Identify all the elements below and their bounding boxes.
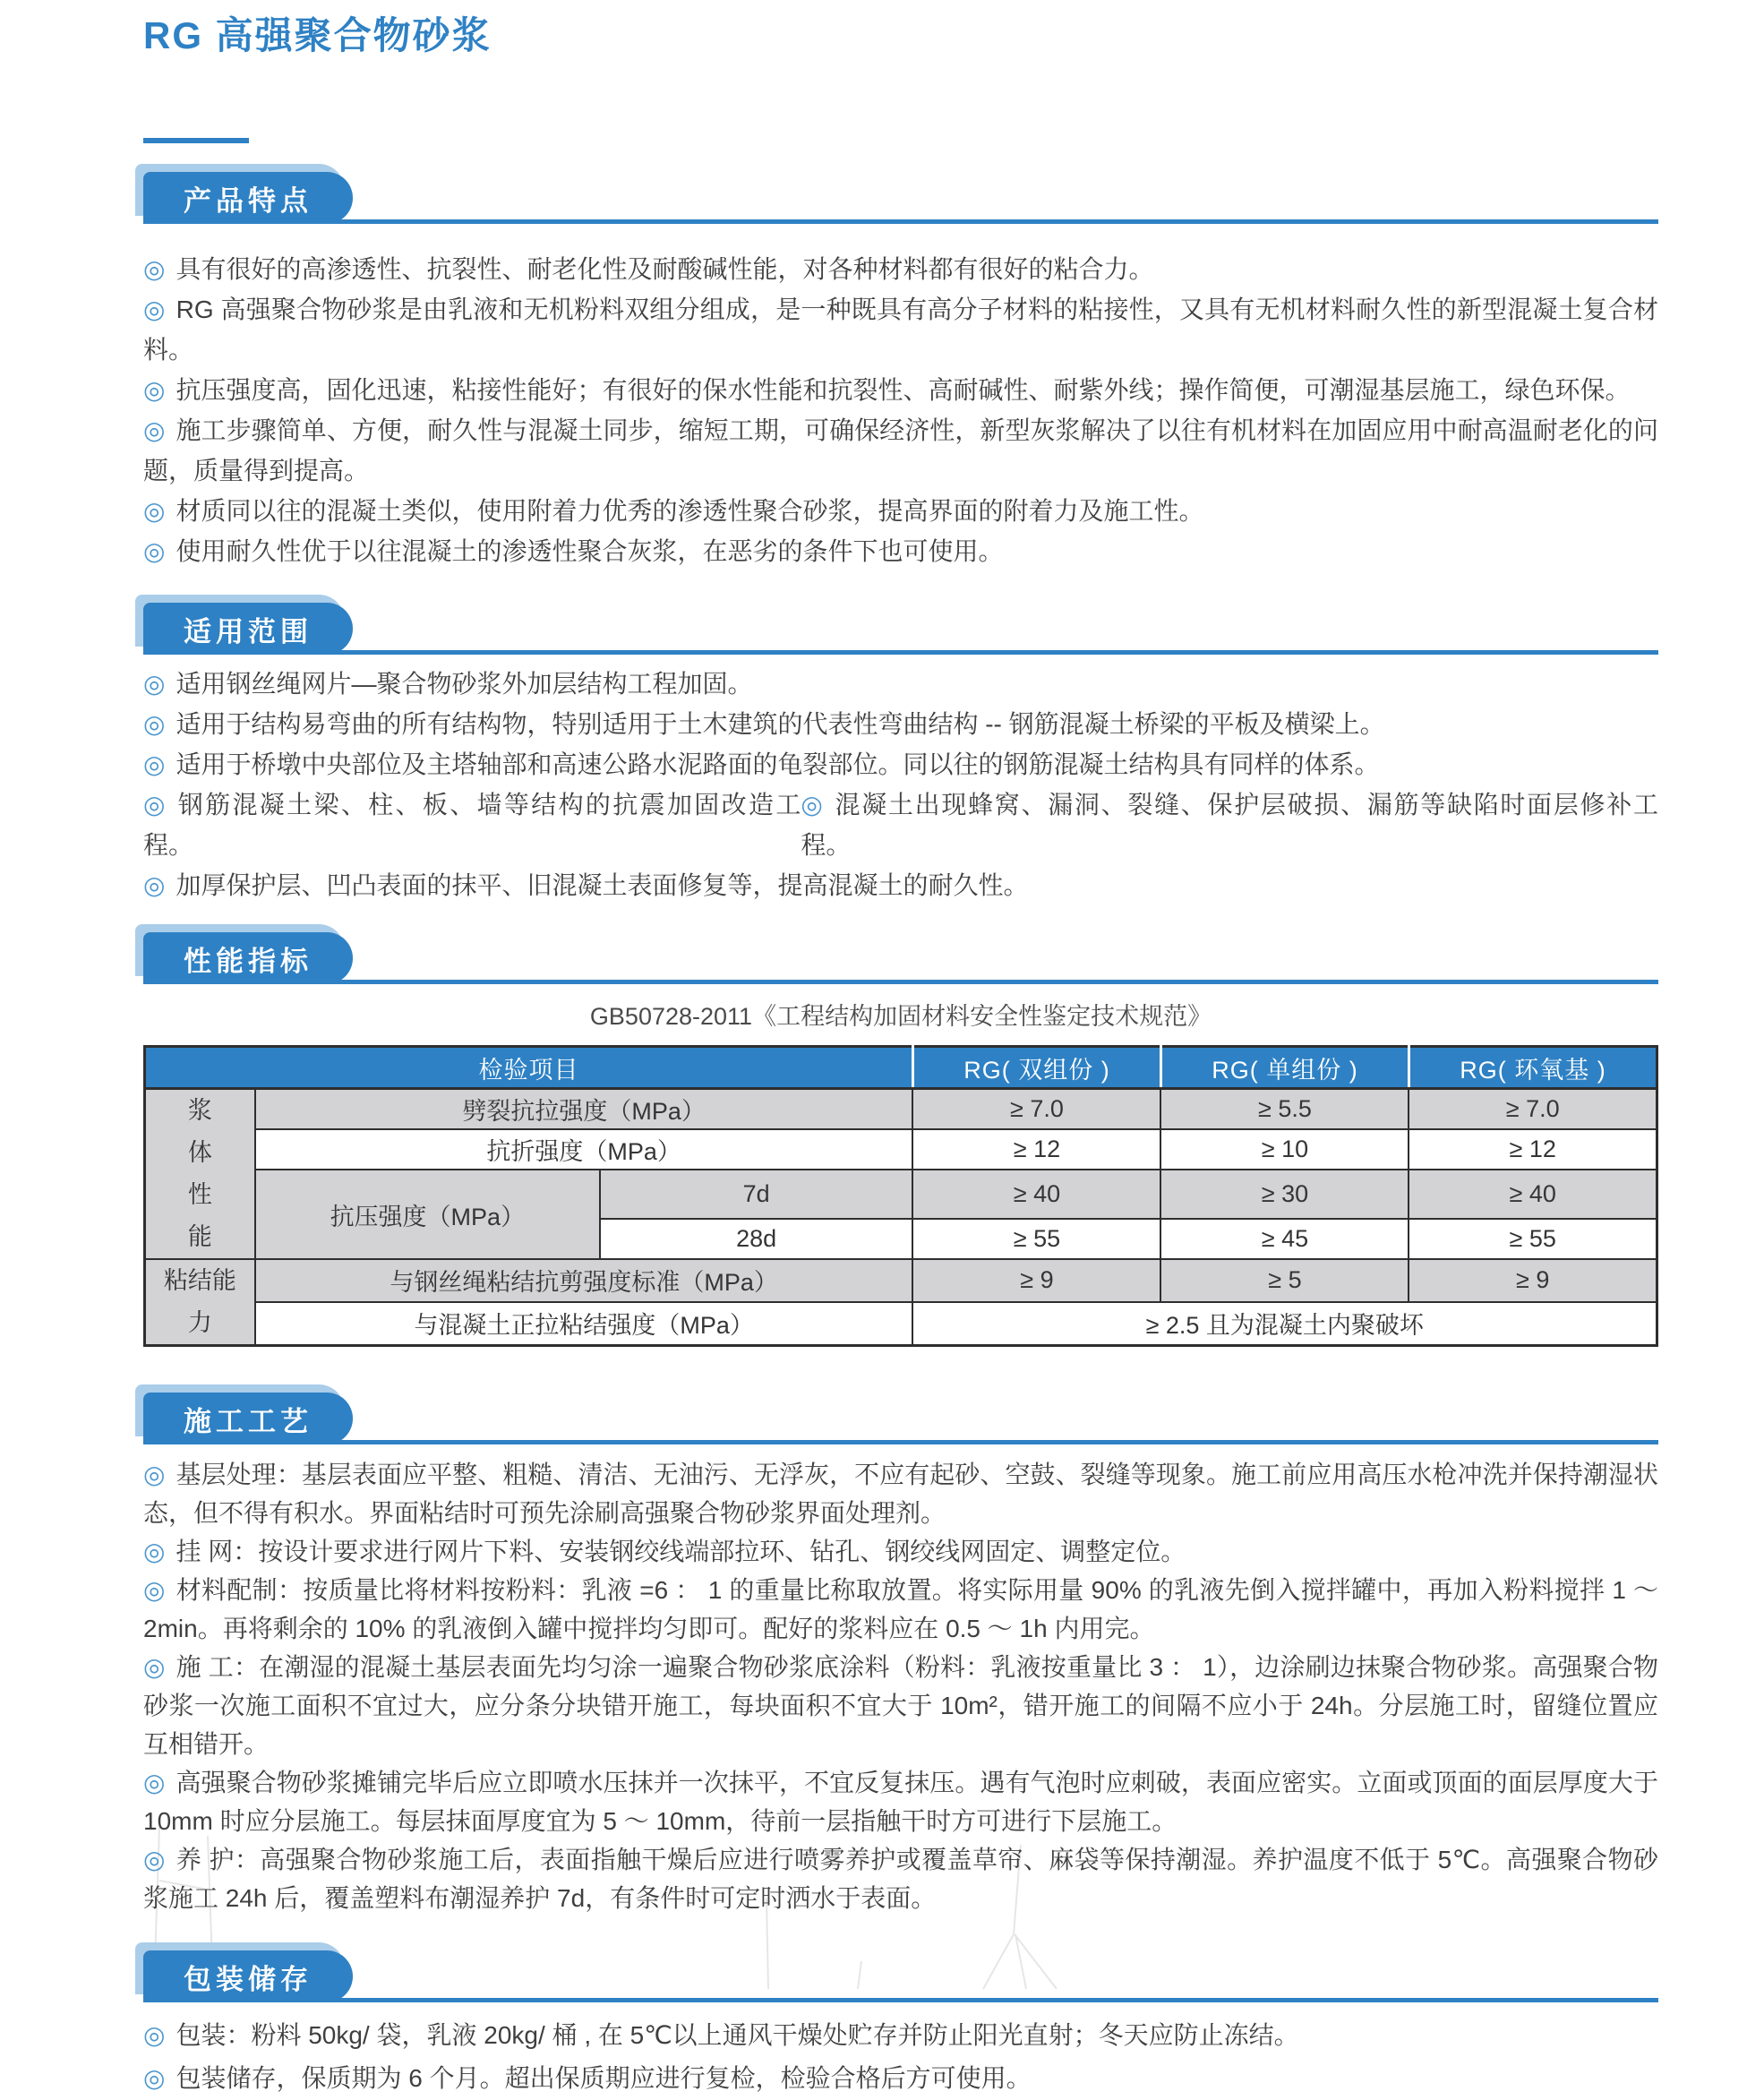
list-item	[143, 1763, 1658, 1840]
list-item	[143, 2057, 1658, 2100]
list-item	[143, 370, 1658, 410]
bullet-icon: ◎	[143, 537, 166, 565]
bullet-icon: ◎	[143, 1653, 166, 1681]
bullet-icon: ◎	[143, 750, 166, 778]
section-badge-packaging	[143, 1950, 353, 2002]
section-heading-label: 适用范围	[184, 615, 313, 647]
row-group-label: 粘结能力	[163, 1267, 236, 1336]
bullet-icon: ◎	[143, 255, 166, 283]
bullet-icon: ◎	[801, 791, 825, 819]
bullet-icon: ◎	[143, 296, 166, 323]
cell-value: ≥ 12	[912, 1129, 1160, 1170]
features-list	[143, 249, 1658, 571]
cell-value: ≥ 12	[1409, 1129, 1657, 1170]
list-item	[143, 2014, 1658, 2057]
table-row	[145, 1170, 1657, 1219]
list-item-text: 适用于结构易弯曲的所有结构物，特别适用于土木建筑的代表性弯曲结构 -- 钢筋混凝土桥梁的平板及横梁上。	[176, 710, 1385, 738]
row-group-label: 浆体性能	[187, 1097, 212, 1250]
cell-value: ≥ 10	[1160, 1129, 1409, 1170]
page-title: RG 高强聚合物砂浆	[143, 14, 492, 56]
list-item-text: 混凝土出现蜂窝、漏洞、裂缝、保护层破损、漏筋等缺陷时面层修补工程。	[801, 791, 1658, 859]
list-item-pair	[143, 784, 1658, 865]
section-rule	[143, 1998, 1658, 2002]
cell-value: ≥ 30	[1160, 1170, 1409, 1219]
bullet-icon: ◎	[143, 1769, 166, 1796]
list-item-text: 加厚保护层、凹凸表面的抹平、旧混凝土表面修复等，提高混凝土的耐久性。	[176, 871, 1029, 899]
bullet-icon: ◎	[143, 1538, 166, 1565]
cell-value: ≥ 40	[912, 1170, 1160, 1219]
section-header-scope	[143, 603, 1658, 655]
packaging-list	[143, 2014, 1658, 2100]
bullet-icon: ◎	[143, 670, 166, 698]
list-item-text: 使用耐久性优于以往混凝土的渗透性聚合灰浆，在恶劣的条件下也可使用。	[176, 537, 1004, 565]
list-item	[143, 784, 801, 865]
section-header-features	[143, 172, 1658, 224]
section-badge-scope	[143, 603, 353, 655]
list-item-text: RG 高强聚合物砂浆是由乳液和无机粉料双组分组成，是一种既具有高分子材料的粘接性，又具有无机材料耐久性的新型混凝土复合材料。	[143, 296, 1658, 364]
bullet-icon: ◎	[143, 791, 167, 819]
bullet-icon: ◎	[143, 871, 166, 899]
list-item-text: 具有很好的高渗透性、抗裂性、耐老化性及耐酸碱性能，对各种材料都有很好的粘合力。	[176, 255, 1154, 283]
bullet-icon: ◎	[143, 2021, 166, 2049]
row-sublabel-age: 28d	[600, 1219, 913, 1259]
list-item-text: 挂 网：按设计要求进行网片下料、安装钢绞线端部拉环、钻孔、钢绞线网固定、调整定位。	[176, 1538, 1186, 1565]
list-item-text: 养 护：高强聚合物砂浆施工后，表面指触干燥后应进行喷雾养护或覆盖草帘、麻袋等保持潮湿。养护温度不低于 5℃。高强聚合物砂浆施工 24h 后，覆盖塑料布潮湿养护 7d，有条件时可定时洒水于表面。	[143, 1846, 1658, 1912]
title-underline	[143, 138, 249, 143]
bullet-icon: ◎	[143, 1576, 166, 1604]
list-item	[143, 865, 1658, 905]
row-label: 劈裂抗拉强度（MPa）	[255, 1089, 913, 1130]
list-item	[143, 744, 1658, 784]
table-row	[145, 1259, 1657, 1302]
section-heading-label: 产品特点	[184, 184, 313, 217]
section-rule	[143, 650, 1658, 655]
scope-list	[143, 664, 1658, 905]
bullet-icon: ◎	[143, 2064, 166, 2092]
cell-value: ≥ 40	[1409, 1170, 1657, 1219]
table-row	[145, 1089, 1657, 1130]
cell-value: ≥ 5.5	[1160, 1089, 1409, 1130]
performance-table	[143, 1045, 1658, 1347]
list-item-text: 高强聚合物砂浆摊铺完毕后应立即喷水压抹并一次抹平，不宜反复抹压。遇有气泡时应刺破，表面应密实。立面或顶面的面层厚度大于 10mm 时应分层施工。每层抹面厚度宜为 5 ～ 10mm，待前一层指触干时方可进行下层施工。	[143, 1769, 1658, 1835]
bullet-icon: ◎	[143, 416, 166, 444]
list-item-text: 材质同以往的混凝土类似，使用附着力优秀的渗透性聚合砂浆，提高界面的附着力及施工性。	[176, 497, 1204, 525]
list-item	[143, 531, 1658, 571]
bullet-icon: ◎	[143, 710, 166, 738]
document-content	[143, 0, 1658, 2100]
table-row	[145, 1129, 1657, 1170]
section-heading-label: 施工工艺	[184, 1405, 313, 1437]
cell-value: ≥ 7.0	[912, 1089, 1160, 1130]
column-header-rg-one-part: RG( 单组份 )	[1160, 1047, 1409, 1089]
column-header-rg-two-part: RG( 双组份 )	[912, 1047, 1160, 1089]
bullet-icon: ◎	[143, 1461, 166, 1488]
list-item	[801, 784, 1658, 865]
section-rule	[143, 980, 1658, 984]
row-label: 与混凝土正拉粘结强度（MPa）	[255, 1302, 913, 1346]
list-item-text: 钢筋混凝土梁、柱、板、墙等结构的抗震加固改造工程。	[143, 791, 801, 859]
row-group-slurry-performance	[145, 1089, 255, 1260]
list-item	[143, 1571, 1658, 1648]
column-header-rg-epoxy: RG( 环氧基 )	[1409, 1047, 1657, 1089]
list-item	[143, 704, 1658, 744]
list-item	[143, 491, 1658, 531]
list-item-text: 适用于桥墩中央部位及主塔轴部和高速公路水泥路面的龟裂部位。同以往的钢筋混凝土结构具有同样的体系。	[176, 750, 1380, 778]
list-item-text: 材料配制：按质量比将材料按粉料：乳液 =6 ： 1 的重量比称取放置。将实际用量 90% 的乳液先倒入搅拌罐中，再加入粉料搅拌 1 ～ 2min。再将剩余的 10% 的乳液倒入罐中搅拌均匀即可。配好的浆料应在 0.5 ～ 1h 内用完。	[143, 1576, 1658, 1642]
section-header-performance	[143, 932, 1658, 984]
list-item-text: 抗压强度高，固化迅速，粘接性能好；有很好的保水性能和抗裂性、高耐碱性、耐紫外线；操作简便，可潮湿基层施工，绿色环保。	[176, 376, 1631, 404]
list-item-text: 包装：粉料 50kg/ 袋，乳液 20kg/ 桶 , 在 5℃以上通风干燥处贮存并防止阳光直射；冬天应防止冻结。	[176, 2021, 1299, 2049]
bullet-icon: ◎	[143, 376, 166, 404]
list-item	[143, 289, 1658, 370]
row-group-bonding-capacity	[145, 1259, 255, 1346]
section-header-process	[143, 1393, 1658, 1444]
list-item	[143, 410, 1658, 491]
section-heading-label: 包装储存	[184, 1963, 313, 1995]
bullet-icon: ◎	[143, 497, 166, 525]
cell-value: ≥ 55	[1409, 1219, 1657, 1259]
section-rule	[143, 219, 1658, 224]
list-item-text: 施 工：在潮湿的混凝土基层表面先均匀涂一遍聚合物砂浆底涂料（粉料：乳液按重量比 3 ： 1），边涂刷边抹聚合物砂浆。高强聚合物砂浆一次施工面积不宜过大，应分条分块错开施工，每块面积不宜大于 10m²，错开施工的间隔不应小于 24h。分层施工时，留缝位置应互相错开。	[143, 1653, 1658, 1758]
list-item	[143, 1840, 1658, 1917]
list-item	[143, 1648, 1658, 1763]
list-item	[143, 664, 1658, 704]
table-row	[145, 1302, 1657, 1346]
table-caption: GB50728-2011《工程结构加固材料安全性鉴定技术规范》	[589, 1003, 1212, 1030]
list-item	[143, 1455, 1658, 1532]
cell-value: ≥ 7.0	[1409, 1089, 1657, 1130]
list-item-text: 基层处理：基层表面应平整、粗糙、清洁、无油污、无浮灰，不应有起砂、空鼓、裂缝等现象。施工前应用高压水枪冲洗并保持潮湿状态，但不得有积水。界面粘结时可预先涂刷高强聚合物砂浆界面处理剂。	[143, 1461, 1658, 1527]
section-badge-features	[143, 172, 353, 224]
process-list	[143, 1455, 1658, 1917]
table-header-row	[145, 1047, 1657, 1089]
section-badge-process	[143, 1393, 353, 1444]
list-item	[143, 249, 1658, 289]
section-badge-performance	[143, 932, 353, 984]
list-item-text: 适用钢丝绳网片—聚合物砂浆外加层结构工程加固。	[176, 670, 753, 698]
section-rule	[143, 1440, 1658, 1444]
cell-value: ≥ 9	[1409, 1259, 1657, 1302]
row-label: 抗折强度（MPa）	[255, 1129, 913, 1170]
section-header-packaging	[143, 1950, 1658, 2002]
cell-value: ≥ 9	[912, 1259, 1160, 1302]
list-item-text: 施工步骤简单、方便，耐久性与混凝土同步，缩短工期，可确保经济性，新型灰浆解决了以往有机材料在加固应用中耐高温耐老化的问题，质量得到提高。	[143, 416, 1658, 484]
list-item	[143, 1532, 1658, 1571]
row-label: 与钢丝绳粘结抗剪强度标准（MPa）	[255, 1259, 913, 1302]
list-item-text: 包装储存，保质期为 6 个月。超出保质期应进行复检，检验合格后方可使用。	[176, 2064, 1032, 2092]
cell-value: ≥ 45	[1160, 1219, 1409, 1259]
row-sublabel-age: 7d	[600, 1170, 913, 1219]
bullet-icon: ◎	[143, 1846, 166, 1873]
row-label-compressive: 抗压强度（MPa）	[255, 1170, 600, 1259]
cell-value: ≥ 5	[1160, 1259, 1409, 1302]
column-header-item: 检验项目	[145, 1047, 913, 1089]
cell-value: ≥ 55	[912, 1219, 1160, 1259]
cell-value-merged: ≥ 2.5 且为混凝土内聚破坏	[912, 1302, 1657, 1346]
section-heading-label: 性能指标	[184, 945, 313, 977]
